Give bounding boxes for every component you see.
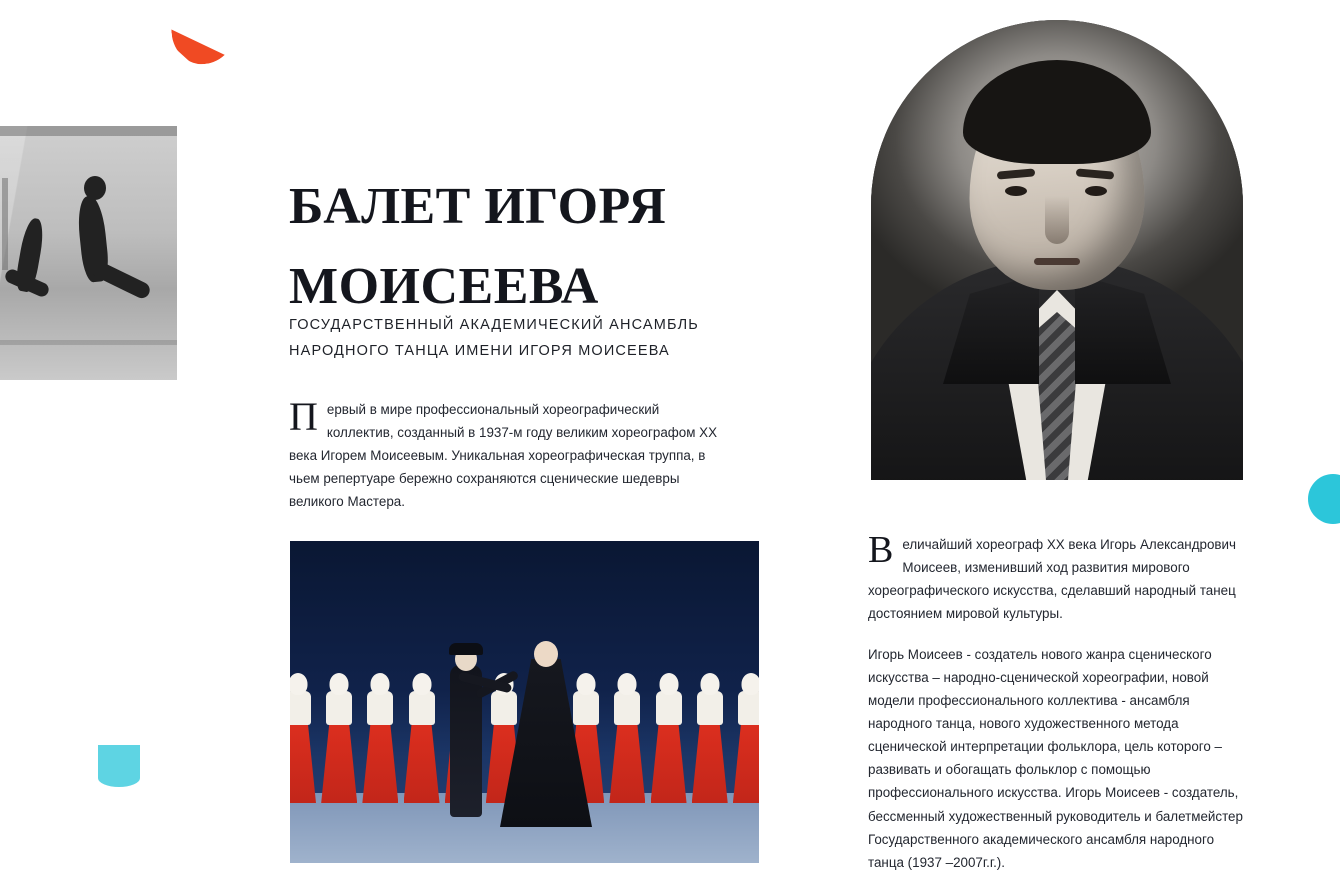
lede-text: ервый в мире профессиональный хореографический коллектив, созданный в 1937-м году великим хореографом XX века Игорем Моисеевым. Уникальная хореографическая труппа, в чьем репертуаре бережно сохраняются сценические шедевры великого Мастера. bbox=[289, 402, 718, 510]
portrait-eye-left bbox=[1005, 186, 1027, 196]
ensemble-dancer bbox=[733, 653, 759, 803]
cyan-half-circle-shape bbox=[98, 745, 140, 787]
lede-dropcap: П bbox=[289, 394, 318, 439]
rehearsal-photo-detail bbox=[2, 178, 8, 270]
ensemble-dancer bbox=[609, 653, 645, 803]
rehearsal-photo-detail bbox=[0, 126, 177, 136]
ensemble-dancer bbox=[651, 653, 687, 803]
portrait-nose bbox=[1045, 196, 1069, 244]
page-title bbox=[289, 167, 809, 328]
ensemble-photo bbox=[290, 541, 759, 863]
page-subtitle-line-2: НАРОДНОГО ТАНЦА ИМЕНИ ИГОРЯ МОИСЕЕВА bbox=[289, 342, 670, 359]
page-title-line-1: БАЛЕТ ИГОРЯ bbox=[289, 177, 667, 235]
portrait-eye-right bbox=[1085, 186, 1107, 196]
ensemble-dancer bbox=[362, 653, 398, 803]
right-dropcap: В bbox=[868, 529, 894, 571]
right-paragraph-2: Игорь Моисеев - создатель нового жанра сценического искусства – народно-сценической хореографии, новой модели профессионального коллектива - ансамбля народного танца, нового художественного метода сценической интерпретации фольклора, цель которого – развивать и обогащать фольклор с помощью профессионального искусства. Игорь Моисеев - создатель, бессменный художественный руководитель и балетмейстер Государственного академического ансамбля народного танца (1937 –2007г.г.). bbox=[868, 647, 1243, 870]
lede-paragraph bbox=[289, 394, 727, 513]
rehearsal-photo-dancer bbox=[84, 176, 106, 200]
page-subtitle-line-1: ГОСУДАРСТВЕННЫЙ АКАДЕМИЧЕСКИЙ АНСАМБЛЬ bbox=[289, 317, 699, 333]
page-subtitle bbox=[289, 313, 719, 365]
red-brush-stroke-shape bbox=[171, 23, 237, 67]
ensemble-dancer bbox=[321, 653, 357, 803]
ensemble-dancer bbox=[290, 653, 316, 803]
ensemble-dancer bbox=[404, 653, 440, 803]
rehearsal-photo bbox=[0, 126, 177, 380]
right-paragraph-1 bbox=[868, 529, 1248, 625]
right-paragraph-1-text: еличайший хореограф XX века Игорь Александрович Моисеев, изменивший ход развития мирового хореографического искусства, сделавший народный танец достоянием мировой культуры. bbox=[868, 537, 1236, 622]
rehearsal-photo-detail bbox=[0, 340, 177, 345]
igor-moiseyev-portrait bbox=[871, 20, 1243, 480]
ensemble-lead-female-dancer bbox=[486, 627, 606, 827]
ensemble-dancer bbox=[692, 653, 728, 803]
portrait-mouth bbox=[1034, 258, 1080, 265]
cyan-circle-shape bbox=[1308, 474, 1340, 524]
page-title-line-2: МОИСЕЕВА bbox=[289, 258, 599, 316]
right-text-column bbox=[868, 529, 1248, 892]
